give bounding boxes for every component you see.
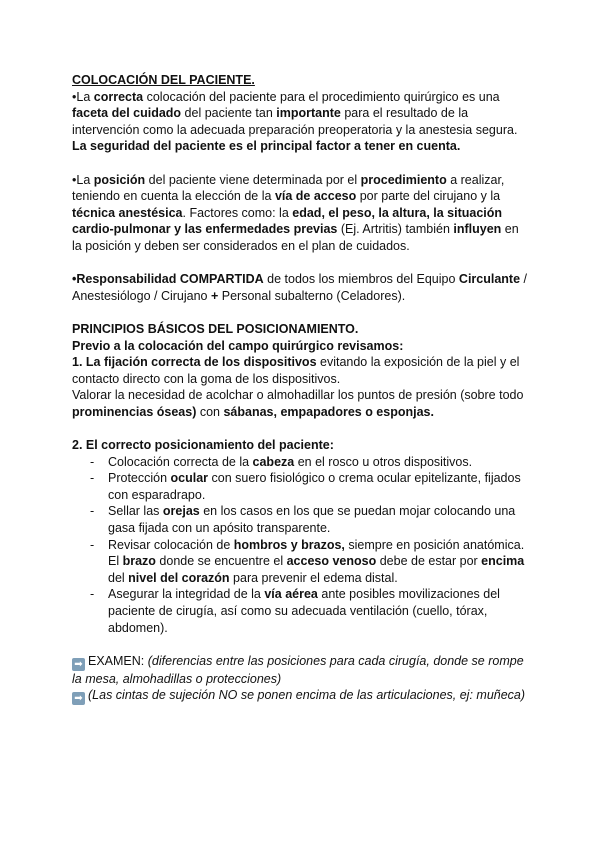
text: donde se encuentre el [155, 554, 287, 569]
arrow-right-icon: ➡ [72, 658, 85, 671]
spacer [72, 255, 528, 272]
text: en los casos en los que se puedan mojar colocando una gasa fijada con un apósito transparente. [108, 504, 516, 536]
emphasis: + [210, 288, 219, 303]
section-subtitle [72, 338, 528, 355]
text: siempre en posición anatómica. El [108, 537, 525, 569]
text: de todos los miembros del Equipo [263, 272, 459, 287]
text: . Factores como: la [182, 205, 293, 220]
dash-marker: - [90, 454, 95, 469]
text: del [108, 570, 129, 585]
dash-marker: - [90, 471, 95, 486]
text: Personal subalterno (Celadores). [218, 288, 406, 303]
emphasis: 1. La fijación correcta de los dispositivos [72, 355, 317, 370]
text: del paciente tan [181, 106, 277, 121]
text: Revisar colocación de [108, 537, 234, 552]
arrow-right-icon: ➡ [72, 692, 85, 705]
emphasis: técnica anestésica [72, 205, 183, 220]
text: (Ej. Artritis) también [337, 222, 454, 237]
posicionamiento-list [72, 454, 528, 637]
paragraph-responsabilidad [72, 271, 528, 304]
text: Colocación correcta de la [108, 454, 253, 469]
note-text: (Las cintas de sujeción NO se ponen encima de las articulaciones, ej: muñeca) [88, 688, 526, 703]
text: La [76, 89, 94, 104]
list-item [90, 537, 528, 587]
spacer [72, 420, 528, 437]
emphasis: vía de acceso [274, 189, 357, 204]
emphasis: sábanas, empapadores o esponjas. [223, 404, 434, 419]
text: La [76, 172, 94, 187]
item-fijacion [72, 354, 528, 387]
text: para prevenir el edema distal. [229, 570, 398, 585]
emphasis: ocular [170, 471, 209, 486]
spacer [72, 636, 528, 653]
text: para el resultado de la intervención como la adecuada preparación preoperatoria y la anestesia segura. [72, 106, 518, 137]
text: Protección [108, 471, 171, 486]
emphasis: Circulante [458, 272, 521, 287]
dash-marker: - [90, 504, 95, 519]
emphasis: orejas [162, 504, 200, 519]
emphasis: nivel del corazón [128, 570, 230, 585]
spacer [72, 155, 528, 172]
emphasis: brazo [122, 554, 156, 569]
spacer [72, 304, 528, 321]
bullet: • [72, 89, 77, 104]
text: por parte del cirujano y la [356, 189, 501, 204]
emphasis: encima [481, 554, 525, 569]
note-label: EXAMEN: [88, 653, 148, 668]
dash-marker: - [90, 587, 95, 602]
emphasis: importante [276, 106, 341, 121]
document-content [72, 72, 528, 705]
emphasis: vía aérea [264, 587, 318, 602]
note-cintas [72, 687, 528, 705]
emphasis: acceso venoso [286, 554, 377, 569]
paragraph-posicion [72, 172, 528, 255]
paragraph-seguridad [72, 138, 528, 155]
text: en el rosco u otros dispositivos. [294, 454, 473, 469]
text: en la posición y deben ser considerados en el plan de cuidados. [72, 222, 519, 253]
heading-text: 2. El correcto posicionamiento del paciente: [72, 438, 334, 453]
emphasis: procedimiento [360, 172, 447, 187]
list-item [90, 470, 528, 503]
note-examen [72, 653, 528, 688]
paragraph-valorar [72, 387, 528, 420]
item-posicionamiento-title [72, 437, 528, 454]
list-item [90, 586, 528, 636]
text: Asegurar la integridad de la [108, 587, 265, 602]
heading-text: PRINCIPIOS BÁSICOS DEL POSICIONAMIENTO. [72, 321, 359, 336]
text: evitando la exposición de la piel y el contacto directo con la goma de los dispositivos. [72, 355, 520, 386]
subtitle-text: Previo a la colocación del campo quirúrgico revisamos: [72, 338, 404, 353]
text: a realizar, teniendo en cuenta la elección de la [72, 172, 505, 204]
text: ante posibles movilizaciones del paciente de cirugía, así como su adecuada ventilación (cuello, tórax, abdomen). [108, 587, 500, 635]
section-title-colocacion: COLOCACIÓN DEL PACIENTE. [72, 73, 255, 87]
text: / Anestesiólogo / Cirujano [72, 272, 528, 303]
text: Valorar la necesidad de acolchar o almohadillar los puntos de presión (sobre todo [72, 388, 524, 403]
text: debe de estar por [376, 554, 482, 569]
text: del paciente viene determinada por el [145, 172, 361, 187]
emphasis: cabeza [252, 454, 295, 469]
emphasis: correcta [93, 89, 144, 104]
emphasis: La seguridad del paciente es el principal factor a tener en cuenta. [72, 139, 461, 154]
text: con suero fisiológico o crema ocular epitelizante, fijados con esparadrapo. [108, 471, 521, 502]
emphasis: influyen [453, 222, 502, 237]
section-title-principios [72, 321, 528, 338]
emphasis: •Responsabilidad COMPARTIDA [72, 272, 264, 287]
list-item [90, 454, 528, 471]
bullet: • [72, 172, 77, 187]
emphasis: edad, el peso, la altura, la situación cardio-pulmonar y las enfermedades previas [72, 205, 503, 237]
paragraph-correcta-colocacion [72, 89, 528, 139]
emphasis: faceta del cuidado [72, 106, 182, 121]
emphasis: posición [93, 172, 146, 187]
text: con [196, 404, 224, 419]
text: Sellar las [108, 504, 163, 519]
note-text: (diferencias entre las posiciones para cada cirugía, donde se rompe la mesa, almohadillas o protecciones) [72, 653, 524, 686]
text: colocación del paciente para el procedimiento quirúrgico es una [143, 89, 500, 104]
dash-marker: - [90, 537, 95, 552]
list-item [90, 503, 528, 536]
emphasis: hombros y brazos, [233, 537, 345, 552]
emphasis: prominencias óseas) [72, 404, 197, 419]
